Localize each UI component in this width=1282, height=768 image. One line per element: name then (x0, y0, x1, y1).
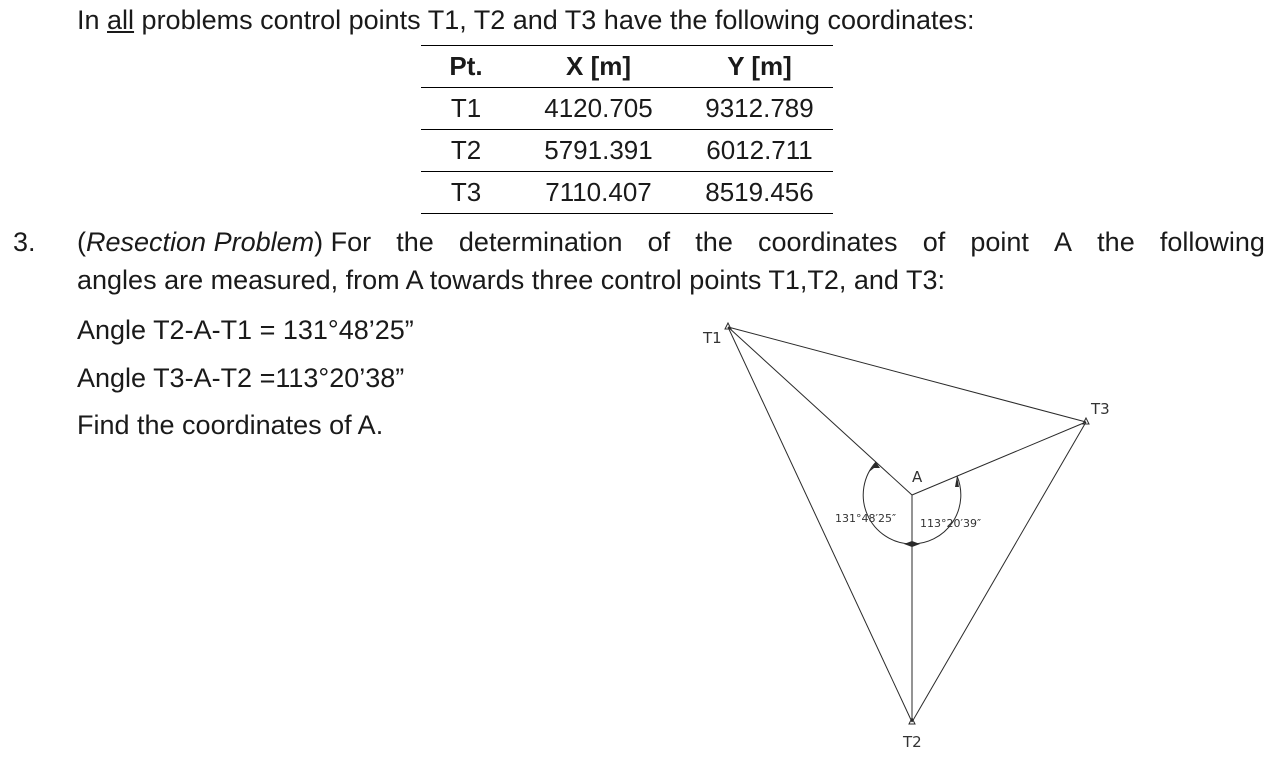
word: of (922, 227, 946, 257)
header-x: X [m] (511, 46, 686, 88)
word: point (970, 227, 1029, 257)
angle-arc-left (863, 462, 912, 544)
problem-title: (Resection Problem) For (77, 227, 372, 257)
cell-point: T1 (421, 88, 511, 130)
line-t1-t3 (728, 327, 1086, 422)
find-instruction: Find the coordinates of A. (77, 410, 384, 440)
cell-x: 7110.407 (511, 172, 686, 214)
header-y: Y [m] (686, 46, 833, 88)
word: A (1054, 227, 1073, 257)
label-t3: T3 (1091, 400, 1110, 418)
cell-y: 9312.789 (686, 88, 833, 130)
problem-statement-line2: angles are measured, from A towards three control points T1,T2, and T3: (77, 265, 945, 295)
label-t2: T2 (903, 733, 922, 751)
arc-arrow-icon (955, 476, 959, 487)
word: coordinates (757, 227, 898, 257)
word: following (1159, 227, 1265, 257)
cell-point: T3 (421, 172, 511, 214)
line-a-t3 (912, 422, 1086, 495)
label-angle-left: 131°48′25″ (835, 512, 897, 525)
arc-arrow-icon (904, 541, 912, 547)
line-a-t1 (728, 327, 912, 495)
cell-point: T2 (421, 130, 511, 172)
line-t3-t2 (912, 422, 1086, 722)
cell-y: 6012.711 (686, 130, 833, 172)
word: the (396, 227, 434, 257)
angle-t2-a-t1: Angle T2-A-T1 = 131°48’25” (77, 315, 414, 345)
problem-number: 3. (13, 227, 36, 257)
cell-x: 5791.391 (511, 130, 686, 172)
label-t1: T1 (703, 329, 722, 347)
cell-y: 8519.456 (686, 172, 833, 214)
word: the (1097, 227, 1135, 257)
word: the (695, 227, 733, 257)
cell-x: 4120.705 (511, 88, 686, 130)
intro-text: In all problems control points T1, T2 and T3 have the following coordinates: (77, 5, 975, 35)
label-a: A (912, 468, 923, 486)
angle-arc-right (912, 476, 961, 544)
angle-t3-a-t2: Angle T3-A-T2 =113°20’38” (77, 363, 405, 393)
word: determination (458, 227, 623, 257)
arc-arrow-icon (912, 541, 920, 547)
underlined-all: all (107, 5, 135, 35)
word: of (647, 227, 671, 257)
header-pt: Pt. (421, 46, 511, 88)
label-angle-right: 113°20′39″ (920, 517, 982, 530)
